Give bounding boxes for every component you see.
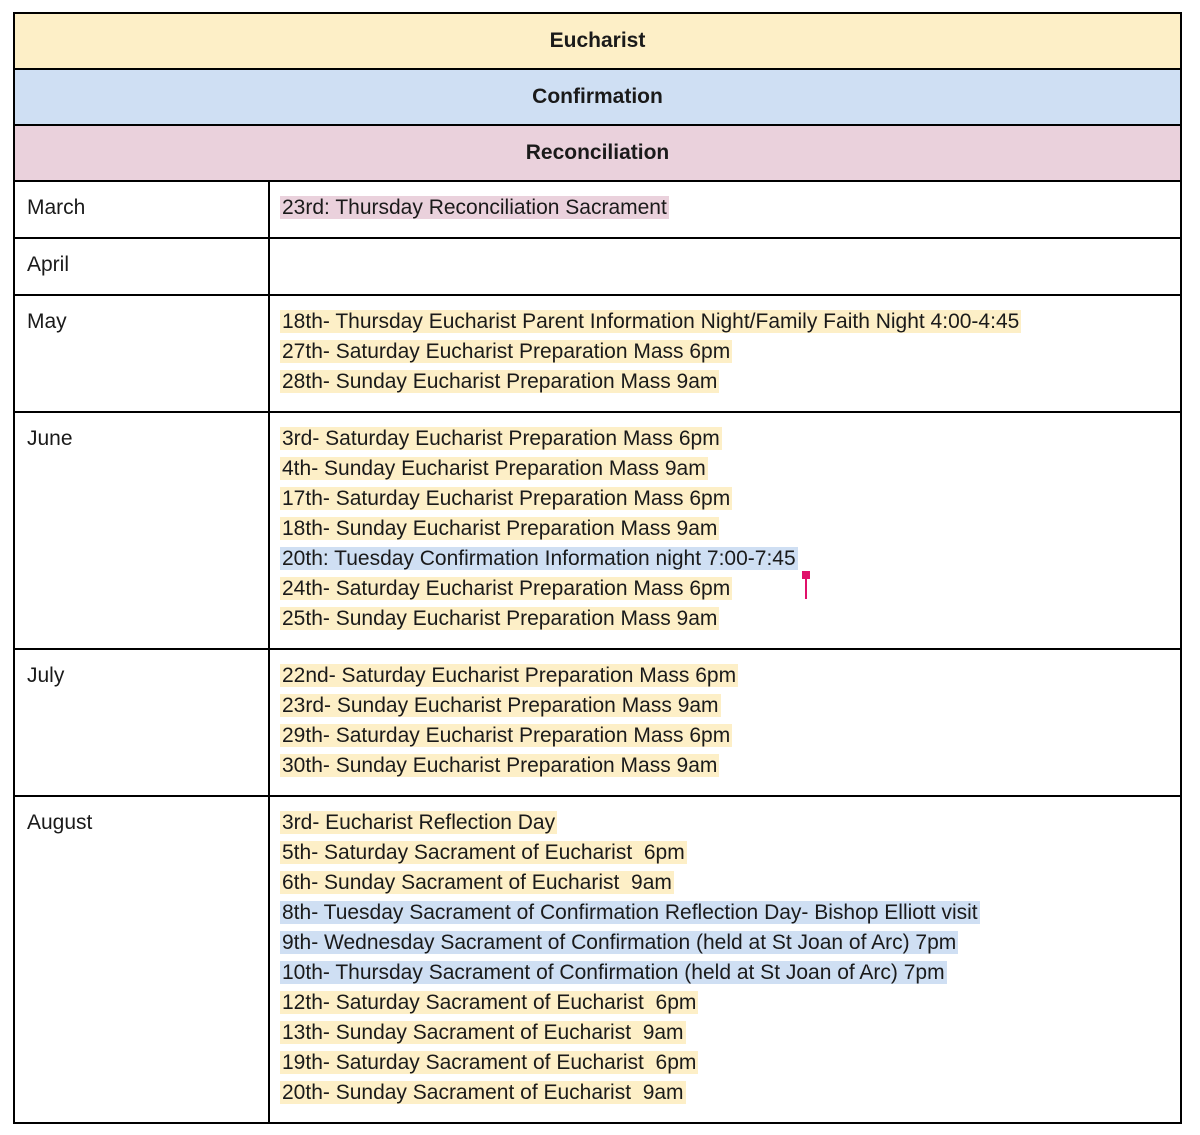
sacrament-schedule-table [13,12,1182,1124]
month-row-july [14,649,1181,796]
event-text: 3rd- Saturday Eucharist Preparation Mass 6pm [282,427,720,450]
text-cursor [805,573,807,599]
legend-reconciliation[interactable]: Reconciliation [14,125,1181,181]
event-text: 23rd: Thursday Reconciliation Sacrament [282,196,667,219]
events-cell[interactable] [269,412,1181,649]
event-text: 13th- Sunday Sacrament of Eucharist 9am [282,1021,684,1044]
event-item-confirmation[interactable] [280,958,1170,988]
event-item-eucharist[interactable] [280,661,1170,691]
legend-row-reconciliation [14,125,1181,181]
event-text: 10th- Thursday Sacrament of Confirmation (held at St Joan of Arc) 7pm [282,961,945,984]
event-item-eucharist[interactable] [280,1078,1170,1108]
event-text: 27th- Saturday Eucharist Preparation Mass 6pm [282,340,731,363]
event-text: 4th- Sunday Eucharist Preparation Mass 9am [282,457,706,480]
events-cell[interactable] [269,295,1181,412]
event-item-confirmation[interactable] [280,898,1170,928]
event-text: 8th- Tuesday Sacrament of Confirmation Reflection Day- Bishop Elliott visit [282,901,978,924]
event-item-eucharist[interactable] [280,988,1170,1018]
month-label[interactable]: July [14,649,269,796]
event-text: 5th- Saturday Sacrament of Eucharist 6pm [282,841,685,864]
legend-eucharist[interactable]: Eucharist [14,13,1181,69]
month-label[interactable]: March [14,181,269,238]
month-row-march [14,181,1181,238]
month-label[interactable]: April [14,238,269,295]
event-item-eucharist[interactable] [280,307,1170,337]
event-item-eucharist[interactable] [280,838,1170,868]
event-item-eucharist[interactable] [280,868,1170,898]
event-text: 20th: Tuesday Confirmation Information night 7:00-7:45 [282,547,796,570]
event-text: 3rd- Eucharist Reflection Day [282,811,556,834]
event-item-confirmation[interactable] [280,928,1170,958]
event-item-eucharist[interactable] [280,721,1170,751]
month-row-may [14,295,1181,412]
event-item-eucharist[interactable] [280,454,1170,484]
event-item-confirmation[interactable] [280,544,1170,574]
event-text: 22nd- Saturday Eucharist Preparation Mass 6pm [282,664,737,687]
month-label[interactable]: June [14,412,269,649]
month-row-june [14,412,1181,649]
event-item-reconciliation[interactable] [280,193,1170,223]
event-item-eucharist[interactable] [280,604,1170,634]
event-text: 23rd- Sunday Eucharist Preparation Mass 9am [282,694,719,717]
event-text: 17th- Saturday Eucharist Preparation Mass 6pm [282,487,731,510]
event-text: 29th- Saturday Eucharist Preparation Mass 6pm [282,724,731,747]
month-label[interactable]: August [14,796,269,1123]
legend-row-eucharist [14,13,1181,69]
event-item-eucharist[interactable] [280,367,1170,397]
month-label[interactable]: May [14,295,269,412]
events-cell[interactable] [269,649,1181,796]
event-text: 30th- Sunday Eucharist Preparation Mass 9am [282,754,718,777]
events-cell[interactable] [269,796,1181,1123]
event-text: 19th- Saturday Sacrament of Eucharist 6pm [282,1051,697,1074]
event-text: 20th- Sunday Sacrament of Eucharist 9am [282,1081,684,1104]
event-text: 12th- Saturday Sacrament of Eucharist 6pm [282,991,697,1014]
event-item-eucharist[interactable] [280,484,1170,514]
events-cell[interactable] [269,238,1181,295]
event-item-eucharist[interactable] [280,1048,1170,1078]
event-text: 25th- Sunday Eucharist Preparation Mass 9am [282,607,718,630]
event-text: 9th- Wednesday Sacrament of Confirmation (held at St Joan of Arc) 7pm [282,931,957,954]
event-item-eucharist[interactable] [280,691,1170,721]
month-row-april [14,238,1181,295]
month-row-august [14,796,1181,1123]
legend-row-confirmation [14,69,1181,125]
event-text: 18th- Thursday Eucharist Parent Information Night/Family Faith Night 4:00-4:45 [282,310,1020,333]
legend-confirmation[interactable]: Confirmation [14,69,1181,125]
table-body [14,13,1181,1123]
event-text: 6th- Sunday Sacrament of Eucharist 9am [282,871,672,894]
events-cell[interactable] [269,181,1181,238]
event-item-eucharist[interactable] [280,574,1170,604]
event-text: 28th- Sunday Eucharist Preparation Mass 9am [282,370,718,393]
event-item-eucharist[interactable] [280,1018,1170,1048]
event-text: 24th- Saturday Eucharist Preparation Mass 6pm [282,577,731,600]
event-item-eucharist[interactable] [280,424,1170,454]
event-item-eucharist[interactable] [280,514,1170,544]
event-text: 18th- Sunday Eucharist Preparation Mass 9am [282,517,718,540]
event-item-eucharist[interactable] [280,751,1170,781]
event-item-eucharist[interactable] [280,337,1170,367]
event-item-eucharist[interactable] [280,808,1170,838]
